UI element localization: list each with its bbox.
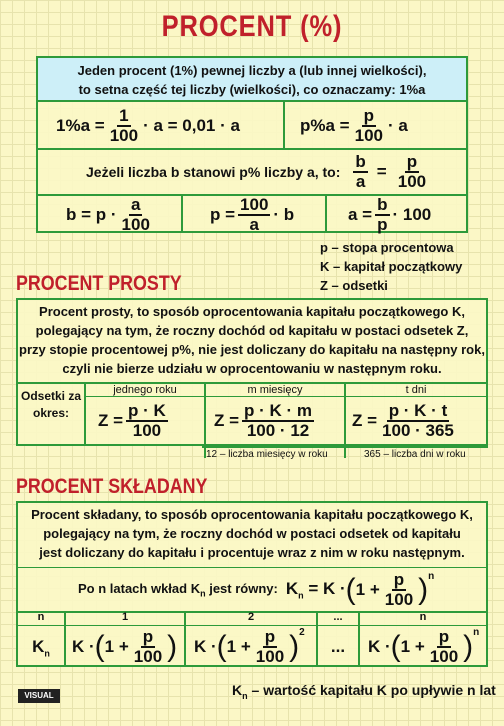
table-value-dots: ... xyxy=(330,637,346,656)
p-formula xyxy=(210,196,294,234)
after-n-text: Po n latach wkład $K_n$ jest równy: xyxy=(78,581,278,599)
note-days: 365 – liczba dni w roku xyxy=(364,449,466,460)
one-percent-formula xyxy=(56,106,240,146)
one-percent-lhs: 1%a = xyxy=(56,116,105,135)
table-value-1: K · ( 1 + $\frac{p}{100}$ ) xyxy=(72,627,178,666)
intro-line-1: Jeden procent (1%) pewnej liczby a (lub innej wielkości), xyxy=(77,63,427,78)
definition-intro xyxy=(38,58,466,102)
compound-formula-row: Po n latach wkład $K_n$ jest równy: $K_n = K$ · ( 1 + $\frac{p}{100}$ ) $^n$ xyxy=(78,570,435,609)
legend-z: Z – odsetki xyxy=(320,278,388,293)
simple-interest-table xyxy=(16,384,488,446)
compound-desc-1: Procent składany, to sposób oprocentowania kapitału początkowego K, xyxy=(31,507,473,522)
a-rhs: · 100 xyxy=(392,205,432,224)
table-value-n: K · ( 1 + $\frac{p}{100}$ ) $^n$ xyxy=(368,627,480,666)
publisher-logo: VISUAL xyxy=(18,689,60,703)
simple-desc-1: Procent prosty, to sposób oprocentowania kapitału początkowego K, xyxy=(39,304,465,319)
one-percent-fraction: $\frac{1}{100}$ xyxy=(109,106,139,145)
table-row-kn: $K_n$ xyxy=(32,637,50,659)
a-lhs: a = xyxy=(348,205,373,224)
ratio-fraction-1: $\frac{b}{a}$ xyxy=(355,152,366,191)
ratio-formula xyxy=(86,151,431,193)
odsetki-label: Odsetki za okres: xyxy=(20,389,82,420)
a-formula xyxy=(348,196,431,234)
simple-desc-3: przy stopie procentowej p%, nie jest doliczany do kapitału na następny rok, xyxy=(19,342,485,357)
compound-interest-box xyxy=(16,501,488,667)
legend-p: p – stopa procentowa xyxy=(320,240,454,255)
intro-line-2: to setna część tej liczby (wielkości), co oznaczamy: 1%a xyxy=(78,82,426,97)
simple-interest-heading: PROCENT PROSTY xyxy=(16,272,182,295)
table-header-n2: n xyxy=(419,611,427,623)
legend-k: K – kapitał początkowy xyxy=(320,259,463,274)
table-value-2: K · ( 1 + $\frac{p}{100}$ ) $^2$ xyxy=(194,627,305,666)
one-percent-rhs: · a = 0,01 · a xyxy=(143,116,240,135)
b-lhs: b = p · xyxy=(66,205,117,224)
table-header-2: 2 xyxy=(247,611,255,623)
simple-interest-box xyxy=(16,298,488,384)
table-header-n: n xyxy=(37,611,45,623)
p-percent-formula xyxy=(300,106,408,146)
compound-desc-3: jest doliczany do kapitału i procentuje wraz z nim w roku następnym. xyxy=(39,545,465,560)
col-jednego-roku: jednego roku xyxy=(113,384,177,396)
compound-interest-heading: PROCENT SKŁADANY xyxy=(16,475,208,498)
equals-sign: = xyxy=(376,162,387,181)
p-lhs: p = xyxy=(210,205,236,224)
p-fraction: $\frac{100}{a}$ xyxy=(240,195,269,234)
b-fraction: $\frac{a}{100}$ xyxy=(121,195,150,234)
p-percent-fraction: $\frac{p}{100}$ xyxy=(354,106,383,145)
p-percent-rhs: · a xyxy=(387,116,408,135)
a-fraction: $\frac{b}{p}$ xyxy=(377,195,388,234)
z-months-formula: Z = $\frac{p \cdot K \cdot m}{100 \cdot 12}$ xyxy=(214,401,313,440)
p-rhs: · b xyxy=(273,205,295,224)
footer-note: $K_n$ – wartość kapitału K po upływie n lat xyxy=(232,682,496,701)
col-m-miesiecy: m miesięcy xyxy=(247,384,303,396)
z-one-year-formula: Z = $\frac{p \cdot K}{100}$ xyxy=(98,401,166,440)
compound-desc-2: polegający na tym, że roczny dochód w postaci odsetek od kapitału xyxy=(43,526,461,541)
ratio-fraction-2: $\frac{p}{100}$ xyxy=(397,152,427,191)
z-days-formula: Z = $\frac{p \cdot K \cdot t}{100 \cdot 365}$ xyxy=(352,401,454,440)
page-title: PROCENT (%) xyxy=(161,10,343,43)
b-formula xyxy=(66,196,155,234)
simple-desc-4: czyli nie bierze udziału w oprocentowaniu w następnym roku. xyxy=(62,361,442,376)
table-header-1: 1 xyxy=(121,611,129,623)
ratio-text: Jeżeli liczba b stanowi p% liczby a, to: xyxy=(86,164,341,180)
p-percent-lhs: p%a = xyxy=(300,116,350,135)
note-months: 12 – liczba miesięcy w roku xyxy=(206,449,328,460)
simple-desc-2: polegający na tym, że roczny dochód od kapitału w postaci odsetek Z, xyxy=(35,323,469,338)
table-header-dots: ... xyxy=(333,611,343,623)
definition-box xyxy=(36,56,468,233)
col-t-dni: t dni xyxy=(405,384,427,396)
